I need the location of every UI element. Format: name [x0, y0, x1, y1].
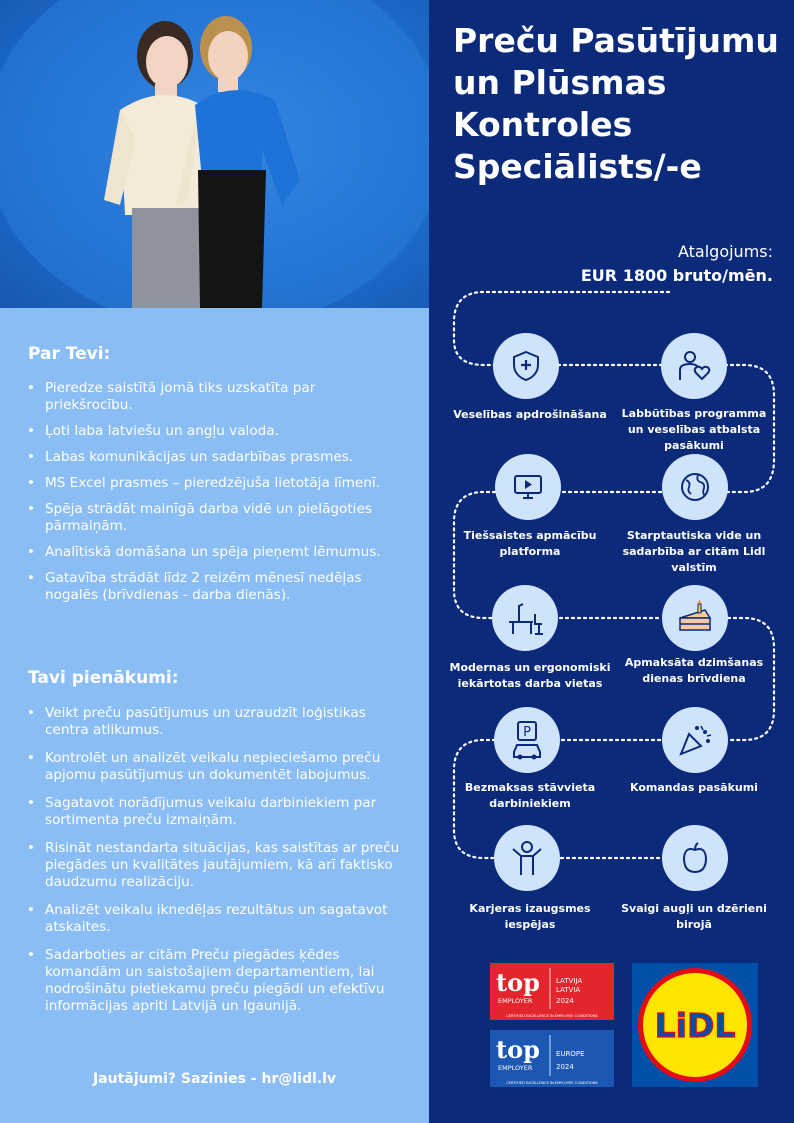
- list-item: • Sadarboties ar citām Preču piegādes ķēdes komandām un saistošajiem departamentiem, lai nodrošinātu pietiekamu preču piegādi un efektīvu informācijas apriti Latvijā un Igaunijā.: [26, 947, 406, 1015]
- badge-brand: top: [496, 968, 540, 997]
- lidl-logo-mark: [632, 963, 758, 1087]
- benefit-label: Bezmaksas stāvvieta darbiniekiem: [464, 781, 596, 810]
- job-title: Preču Pasūtījumu un Plūsmas Kontroles Speciālists/-e: [453, 21, 779, 186]
- apple-icon: [679, 840, 711, 876]
- about-list: [26, 380, 406, 604]
- shield-plus-icon: [509, 349, 543, 383]
- badge-region-1: LATVIJA: [556, 977, 583, 985]
- top-employer-latvia-logo: [490, 963, 614, 1020]
- benefit-label: Modernas un ergonomiski iekārtotas darba vietas: [449, 661, 611, 690]
- top-employer-europe-badge: [490, 1030, 614, 1087]
- benefit-circle: [662, 585, 728, 651]
- list-item: • Kontrolēt un analizēt veikalu nepieciešamo preču apjomu pasūtījumus un dokumentēt labojumus.: [26, 750, 406, 784]
- list-item: • Spēja strādāt mainīgā darba vidē un pielāgoties pārmaiņām.: [26, 501, 406, 535]
- lidl-logo: [632, 963, 758, 1087]
- desk-chair-icon: [505, 600, 545, 636]
- list-item: • Pieredze saistītā jomā tiks uzskatīta par priekšrocību.: [26, 380, 406, 414]
- list-item: • Labas komunikācijas un sadarbības prasmes.: [26, 449, 406, 466]
- badge-brand: top: [496, 1035, 540, 1064]
- badge-sub: EMPLOYER: [498, 997, 533, 1005]
- duties-heading: Tavi pienākumi:: [28, 668, 179, 688]
- benefit-label: Labbūtības programma un veselības atbalsta pasākumi: [621, 407, 767, 452]
- badge-sub: EMPLOYER: [498, 1064, 533, 1072]
- parking-car-icon: [510, 720, 544, 760]
- party-popper-icon: [677, 722, 713, 758]
- hero-photo: [0, 0, 429, 308]
- globe-icon: [678, 470, 712, 504]
- benefit-circle: [662, 707, 728, 773]
- salary-label: Atalgojums:: [677, 242, 773, 261]
- contact-line[interactable]: Jautājumi? Sazinies - hr@lidl.lv: [92, 1071, 337, 1087]
- person-growth-icon: [509, 839, 545, 877]
- top-employer-europe-logo: [490, 1030, 614, 1087]
- cake-icon: [675, 600, 715, 636]
- benefit-label: Karjeras izaugsmes iespējas: [469, 902, 591, 931]
- benefit-circle: [494, 707, 560, 773]
- list-item: • MS Excel prasmes – pieredzējuša lietotāja līmenī.: [26, 475, 406, 492]
- benefit-circle: [494, 825, 560, 891]
- badge-region-1: EUROPE: [556, 1050, 585, 1058]
- list-item: • Analītiskā domāšana un spēja pieņemt lēmumus.: [26, 544, 406, 561]
- benefit-label: Komandas pasākumi: [630, 781, 758, 794]
- top-employer-latvia-badge: [490, 963, 614, 1020]
- benefit-label: Svaigi augļi un dzērieni birojā: [621, 902, 767, 931]
- benefit-label: Apmaksāta dzimšanas dienas brīvdiena: [624, 656, 764, 685]
- svg-text:P: P: [523, 725, 531, 740]
- two-women-illustration: [0, 0, 429, 308]
- list-item: • Gatavība strādāt līdz 2 reizēm mēnesī nedēļas nogalēs (brīvdienas - darba dienās).: [26, 570, 406, 604]
- list-item: • Veikt preču pasūtījumus un uzraudzīt loģistikas centra atlikumus.: [26, 705, 406, 739]
- benefit-circle: [661, 333, 727, 399]
- list-item: • Analizēt veikalu iknedēļas rezultātus un sagatavot atskaites.: [26, 902, 406, 936]
- benefit-circle: [492, 585, 558, 651]
- lidl-logo-text: LiDL: [654, 1006, 736, 1045]
- list-item: • Sagatavot norādījumus veikalu darbiniekiem par sortimenta preču izmaiņām.: [26, 795, 406, 829]
- benefit-label: Starptautiska vide un sadarbība ar citām Lidl valstīm: [622, 529, 766, 574]
- benefit-label: Tiešsaistes apmācību platforma: [463, 529, 597, 558]
- person-heart-icon: [676, 348, 712, 384]
- about-heading: Par Tevi:: [28, 344, 111, 364]
- monitor-play-icon: [511, 470, 545, 504]
- badge-year: 2024: [556, 997, 574, 1005]
- benefit-circle: [662, 825, 728, 891]
- list-item: • Ļoti laba latviešu un angļu valoda.: [26, 423, 406, 440]
- benefit-circle: [662, 454, 728, 520]
- salary-value: EUR 1800 bruto/mēn.: [580, 266, 773, 285]
- badge-region-2: LATVIA: [556, 986, 581, 994]
- list-item: • Risināt nestandarta situācijas, kas saistītas ar preču piegādes un kvalitātes jautājumiem, kā arī faktisko daudzumu realizāciju.: [26, 840, 406, 891]
- benefit-circle: [495, 454, 561, 520]
- duties-list: [26, 705, 406, 1015]
- benefit-circle: [493, 333, 559, 399]
- badge-footer: CERTIFIED EXCELLENCE IN EMPLOYEE CONDITIONS: [506, 1014, 598, 1018]
- badge-footer: CERTIFIED EXCELLENCE IN EMPLOYEE CONDITIONS: [506, 1081, 598, 1085]
- benefit-label: Veselības apdrošināšana: [453, 408, 607, 421]
- badge-year: 2024: [556, 1063, 574, 1071]
